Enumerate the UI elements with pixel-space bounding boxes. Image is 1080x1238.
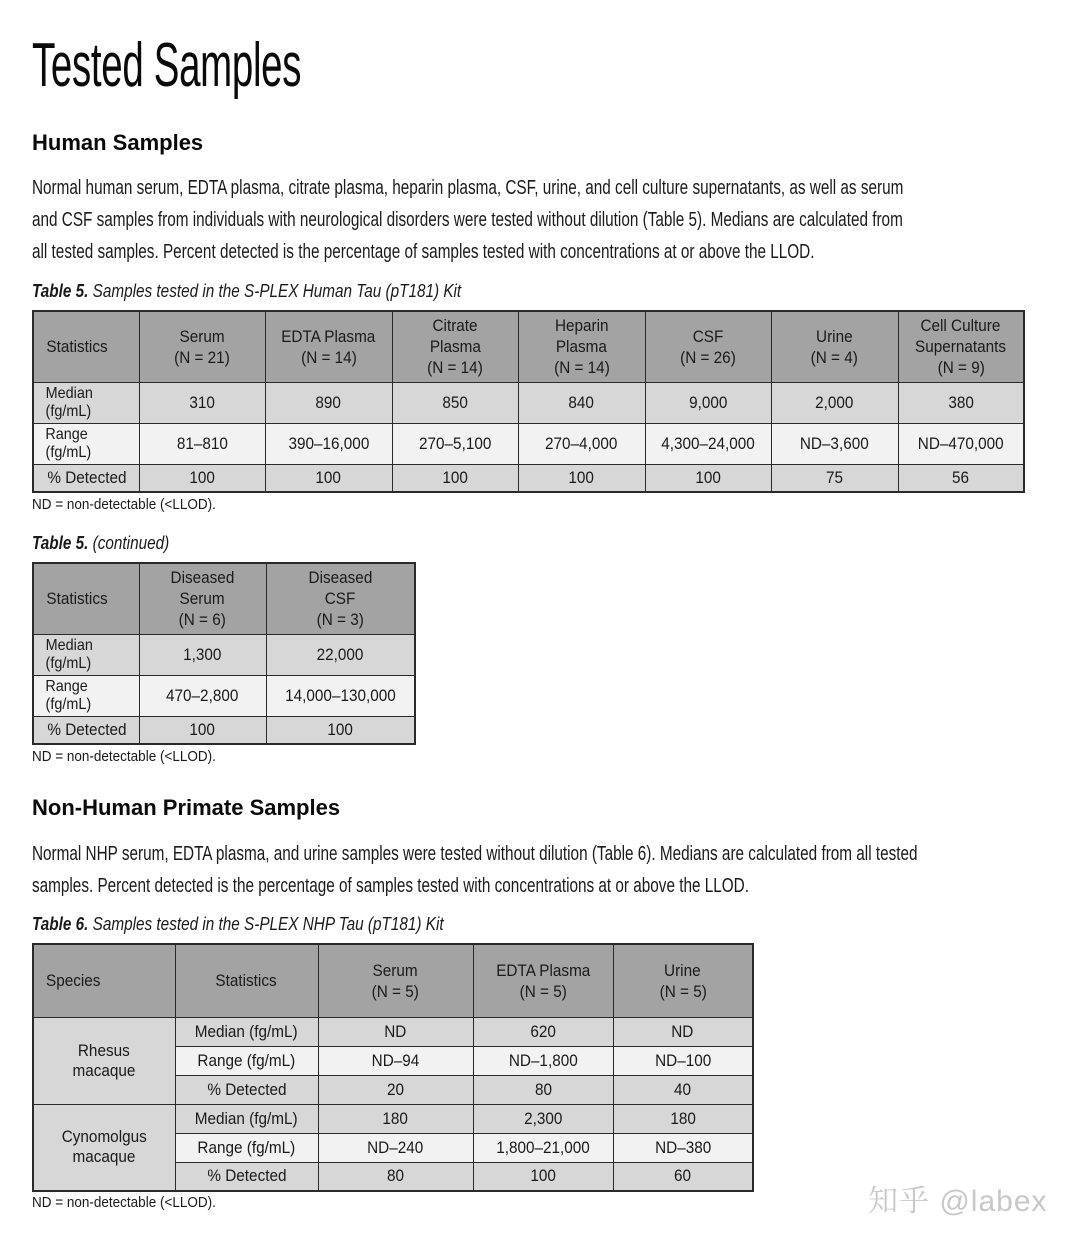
cell-text-line: Plasma bbox=[429, 337, 481, 357]
cell-text-line: (N = 5) bbox=[519, 981, 567, 1001]
table-row bbox=[33, 464, 1024, 492]
cell-text-line: Urine bbox=[816, 326, 853, 346]
cell-text-line: 9,000 bbox=[688, 392, 728, 412]
table-cell bbox=[771, 382, 898, 423]
cell-text-line: % Detected bbox=[206, 1166, 287, 1186]
table-cell bbox=[318, 1075, 473, 1104]
row-label bbox=[33, 382, 139, 423]
cell-text-line: 4,300–24,000 bbox=[661, 433, 755, 453]
column-header bbox=[139, 311, 265, 382]
table-cell bbox=[392, 464, 518, 492]
cell-text-line: (N = 21) bbox=[174, 347, 230, 367]
table-cell bbox=[265, 464, 392, 492]
table-cell bbox=[139, 716, 266, 744]
cell-text-line: 2,000 bbox=[815, 392, 854, 412]
column-header-statistics bbox=[33, 311, 139, 382]
table-cell bbox=[473, 1046, 613, 1075]
cell-text-line: 100 bbox=[189, 719, 216, 739]
cell-text-line: Range bbox=[45, 677, 88, 695]
table-row bbox=[33, 1104, 753, 1133]
column-header-statistics bbox=[33, 563, 139, 634]
table-cell bbox=[266, 675, 415, 716]
cell-text-line: (N = 4) bbox=[810, 347, 859, 367]
table-5-continued bbox=[32, 562, 416, 745]
cell-text-line: (fg/mL) bbox=[45, 402, 92, 420]
table-cell bbox=[265, 423, 392, 464]
table-header-row bbox=[33, 563, 415, 634]
column-header bbox=[645, 311, 771, 382]
column-header bbox=[318, 944, 473, 1017]
table-cell bbox=[473, 1075, 613, 1104]
cell-text-line: Species bbox=[46, 971, 101, 991]
table-row bbox=[33, 1017, 753, 1046]
cell-text-line: 100 bbox=[695, 467, 721, 487]
table-cell bbox=[645, 423, 771, 464]
cell-text-line: 40 bbox=[674, 1079, 692, 1099]
table5-footnote: ND = non-detectable (<LLOD). bbox=[32, 496, 216, 513]
cell-text-line: (N = 14) bbox=[300, 347, 357, 367]
cell-text-line: Heparin bbox=[554, 316, 609, 336]
cell-text-line: ND–1,800 bbox=[508, 1050, 578, 1070]
cell-text-line: 100 bbox=[442, 467, 468, 487]
paragraph-line: Normal NHP serum, EDTA plasma, and urine samples were tested without dilution (Table 6). Medians are calculated from all tested bbox=[32, 843, 918, 865]
cell-text-line: Cell Culture bbox=[920, 316, 1001, 336]
cell-text-line: ND–470,000 bbox=[917, 433, 1004, 453]
column-header-species bbox=[33, 944, 175, 1017]
cell-text-line: 2,300 bbox=[523, 1108, 563, 1128]
caption-label: Table 6. bbox=[32, 914, 89, 934]
cell-text-line: 850 bbox=[442, 392, 468, 412]
table-cell bbox=[613, 1133, 753, 1162]
table-row bbox=[33, 634, 415, 675]
table-cell bbox=[898, 423, 1024, 464]
species-cell bbox=[33, 1017, 175, 1104]
cell-text-line: Urine bbox=[664, 960, 702, 980]
table-cell bbox=[139, 675, 266, 716]
cell-text-line: Serum bbox=[179, 326, 225, 346]
table-cell bbox=[139, 634, 266, 675]
cell-text-line: ND–380 bbox=[654, 1137, 711, 1157]
human-paragraph bbox=[32, 172, 1027, 268]
cell-text-line: 840 bbox=[568, 392, 595, 412]
cell-text-line: Range (fg/mL) bbox=[197, 1137, 296, 1157]
cell-text-line: 380 bbox=[947, 392, 974, 412]
page-title: Tested Samples bbox=[32, 31, 302, 100]
caption-text: Samples tested in the S-PLEX Human Tau (pT181) Kit bbox=[88, 281, 462, 301]
cell-text-line: 14,000–130,000 bbox=[284, 685, 396, 705]
table-cell bbox=[265, 382, 392, 423]
section-heading-human: Human Samples bbox=[32, 130, 204, 155]
cell-text-line: % Detected bbox=[206, 1079, 287, 1099]
cell-text-line: % Detected bbox=[47, 719, 127, 739]
table-cell bbox=[139, 382, 265, 423]
table-cell bbox=[518, 464, 645, 492]
table6-footnote: ND = non-detectable (<LLOD). bbox=[32, 1194, 216, 1211]
table-6 bbox=[32, 943, 754, 1192]
table-cell bbox=[473, 1104, 613, 1133]
cell-text-line: (N = 5) bbox=[659, 981, 707, 1001]
column-header bbox=[898, 311, 1024, 382]
cell-text-line: 310 bbox=[189, 392, 215, 412]
cell-text-line: Rhesus bbox=[78, 1040, 131, 1060]
column-header bbox=[473, 944, 613, 1017]
table-cell bbox=[266, 634, 415, 675]
cell-text-line: (N = 26) bbox=[680, 347, 736, 367]
table-cell bbox=[613, 1075, 753, 1104]
table-header-row bbox=[33, 311, 1024, 382]
table-row bbox=[33, 382, 1024, 423]
table-cell bbox=[318, 1046, 473, 1075]
paragraph-line: and CSF samples from individuals with neurological disorders were tested without dilution (Table 5). Medians are calculated from bbox=[32, 209, 903, 231]
table-cell bbox=[266, 716, 415, 744]
cell-text-line: 80 bbox=[386, 1166, 405, 1186]
table-cell bbox=[518, 423, 645, 464]
cell-text-line: Diseased bbox=[170, 568, 235, 588]
statistic-label bbox=[175, 1046, 318, 1075]
cell-text-line: macaque bbox=[72, 1060, 136, 1080]
watermark: 知乎 @labex bbox=[868, 1185, 1048, 1218]
cell-text-line: ND bbox=[671, 1021, 694, 1041]
cell-text-line: 1,300 bbox=[183, 644, 222, 664]
caption-text: (continued) bbox=[88, 533, 170, 553]
cell-text-line: (fg/mL) bbox=[45, 654, 92, 672]
table5-continued-footnote: ND = non-detectable (<LLOD). bbox=[32, 748, 216, 765]
cell-text-line: Cynomolgus bbox=[61, 1127, 147, 1147]
cell-text-line: Median bbox=[45, 636, 93, 654]
cell-text-line: 1,800–21,000 bbox=[496, 1137, 590, 1157]
row-label bbox=[33, 423, 139, 464]
cell-text-line: 890 bbox=[315, 392, 342, 412]
cell-text-line: 100 bbox=[568, 467, 595, 487]
cell-text-line: ND bbox=[384, 1021, 407, 1041]
table-cell bbox=[473, 1017, 613, 1046]
cell-text-line: Median (fg/mL) bbox=[195, 1108, 298, 1128]
cell-text-line: % Detected bbox=[47, 467, 127, 487]
statistic-label bbox=[175, 1104, 318, 1133]
table-cell bbox=[771, 423, 898, 464]
cell-text-line: (fg/mL) bbox=[45, 443, 92, 461]
cell-text-line: (N = 14) bbox=[553, 358, 610, 378]
table-cell bbox=[318, 1133, 473, 1162]
table6-caption bbox=[32, 914, 444, 935]
table-cell bbox=[518, 382, 645, 423]
cell-text-line: 100 bbox=[530, 1166, 556, 1186]
caption-label: Table 5. bbox=[32, 281, 89, 301]
row-label bbox=[33, 716, 139, 744]
cell-text-line: 75 bbox=[825, 467, 844, 487]
row-label bbox=[33, 634, 139, 675]
cell-text-line: ND–94 bbox=[371, 1050, 420, 1070]
cell-text-line: 80 bbox=[534, 1079, 552, 1099]
column-header bbox=[771, 311, 898, 382]
table-cell bbox=[139, 423, 265, 464]
cell-text-line: 56 bbox=[952, 467, 970, 487]
cell-text-line: 60 bbox=[674, 1166, 692, 1186]
cell-text-line: 100 bbox=[189, 467, 215, 487]
table-cell bbox=[392, 423, 518, 464]
cell-text-line: Statistics bbox=[46, 589, 108, 609]
cell-text-line: Statistics bbox=[46, 337, 108, 357]
cell-text-line: (fg/mL) bbox=[45, 695, 92, 713]
cell-text-line: ND–240 bbox=[367, 1137, 424, 1157]
cell-text-line: ND–3,600 bbox=[800, 433, 869, 453]
cell-text-line: (N = 3) bbox=[316, 610, 364, 630]
cell-text-line: 100 bbox=[315, 467, 342, 487]
paragraph-line: samples. Percent detected is the percentage of samples tested with concentrations at or above the LLOD. bbox=[32, 875, 749, 897]
table-cell bbox=[613, 1046, 753, 1075]
cell-text-line: 390–16,000 bbox=[288, 433, 369, 453]
cell-text-line: 270–4,000 bbox=[545, 433, 618, 453]
table-cell bbox=[473, 1133, 613, 1162]
cell-text-line: Serum bbox=[179, 589, 226, 609]
table-header-row bbox=[33, 944, 753, 1017]
cell-text-line: Median (fg/mL) bbox=[195, 1021, 298, 1041]
caption-label: Table 5. bbox=[32, 533, 89, 553]
table-cell bbox=[645, 382, 771, 423]
paragraph-line: all tested samples. Percent detected is the percentage of samples tested with concentrations at or above the LLOD. bbox=[32, 241, 815, 263]
cell-text-line: (N = 6) bbox=[178, 610, 227, 630]
cell-text-line: 470–2,800 bbox=[166, 685, 239, 705]
cell-text-line: Median bbox=[45, 384, 93, 402]
table-cell bbox=[318, 1162, 473, 1191]
column-header bbox=[139, 563, 266, 634]
row-label bbox=[33, 464, 139, 492]
table-row bbox=[33, 423, 1024, 464]
cell-text-line: Serum bbox=[372, 960, 419, 980]
column-header bbox=[265, 311, 392, 382]
statistic-label bbox=[175, 1075, 318, 1104]
table-cell bbox=[392, 382, 518, 423]
paragraph-line: Normal human serum, EDTA plasma, citrate plasma, heparin plasma, CSF, urine, and cell culture supernatants, as well as serum bbox=[32, 177, 904, 199]
table-cell bbox=[771, 464, 898, 492]
column-header bbox=[613, 944, 753, 1017]
table-5 bbox=[32, 310, 1025, 493]
cell-text-line: EDTA Plasma bbox=[281, 326, 376, 346]
cell-text-line: Plasma bbox=[555, 337, 608, 357]
table-cell bbox=[898, 464, 1024, 492]
table-cell bbox=[645, 464, 771, 492]
column-header-statistics bbox=[175, 944, 318, 1017]
table-cell bbox=[318, 1104, 473, 1133]
cell-text-line: (N = 9) bbox=[937, 358, 985, 378]
cell-text-line: Range bbox=[45, 425, 88, 443]
table-cell bbox=[613, 1017, 753, 1046]
cell-text-line: CSF bbox=[324, 589, 356, 609]
cell-text-line: Diseased bbox=[308, 568, 373, 588]
caption-text: Samples tested in the S-PLEX NHP Tau (pT181) Kit bbox=[88, 914, 444, 934]
column-header bbox=[266, 563, 415, 634]
cell-text-line: Statistics bbox=[215, 971, 278, 991]
cell-text-line: 180 bbox=[669, 1108, 696, 1128]
cell-text-line: macaque bbox=[72, 1147, 136, 1167]
table-row bbox=[33, 716, 415, 744]
cell-text-line: 81–810 bbox=[176, 433, 228, 453]
table-cell bbox=[613, 1104, 753, 1133]
statistic-label bbox=[175, 1017, 318, 1046]
cell-text-line: 20 bbox=[386, 1079, 405, 1099]
species-cell bbox=[33, 1104, 175, 1191]
cell-text-line: EDTA Plasma bbox=[495, 960, 591, 980]
cell-text-line: 180 bbox=[382, 1108, 409, 1128]
table5-continued-caption bbox=[32, 533, 169, 554]
statistic-label bbox=[175, 1162, 318, 1191]
column-header bbox=[392, 311, 518, 382]
table-cell bbox=[613, 1162, 753, 1191]
cell-text-line: 270–5,100 bbox=[418, 433, 492, 453]
cell-text-line: 100 bbox=[327, 719, 354, 739]
cell-text-line: CSF bbox=[692, 326, 724, 346]
cell-text-line: (N = 5) bbox=[371, 981, 420, 1001]
cell-text-line: 22,000 bbox=[316, 644, 364, 664]
row-label bbox=[33, 675, 139, 716]
cell-text-line: 620 bbox=[530, 1021, 556, 1041]
table-cell bbox=[898, 382, 1024, 423]
cell-text-line: ND–100 bbox=[654, 1050, 711, 1070]
cell-text-line: Range (fg/mL) bbox=[197, 1050, 296, 1070]
nhp-paragraph bbox=[32, 838, 1027, 902]
section-heading-nhp: Non-Human Primate Samples bbox=[32, 795, 341, 820]
column-header bbox=[518, 311, 645, 382]
table-cell bbox=[318, 1017, 473, 1046]
table-cell bbox=[473, 1162, 613, 1191]
cell-text-line: Supernatants bbox=[915, 337, 1007, 357]
cell-text-line: (N = 14) bbox=[427, 358, 483, 378]
table-row bbox=[33, 675, 415, 716]
cell-text-line: Citrate bbox=[432, 316, 478, 336]
table-cell bbox=[139, 464, 265, 492]
statistic-label bbox=[175, 1133, 318, 1162]
table5-caption bbox=[32, 281, 461, 302]
